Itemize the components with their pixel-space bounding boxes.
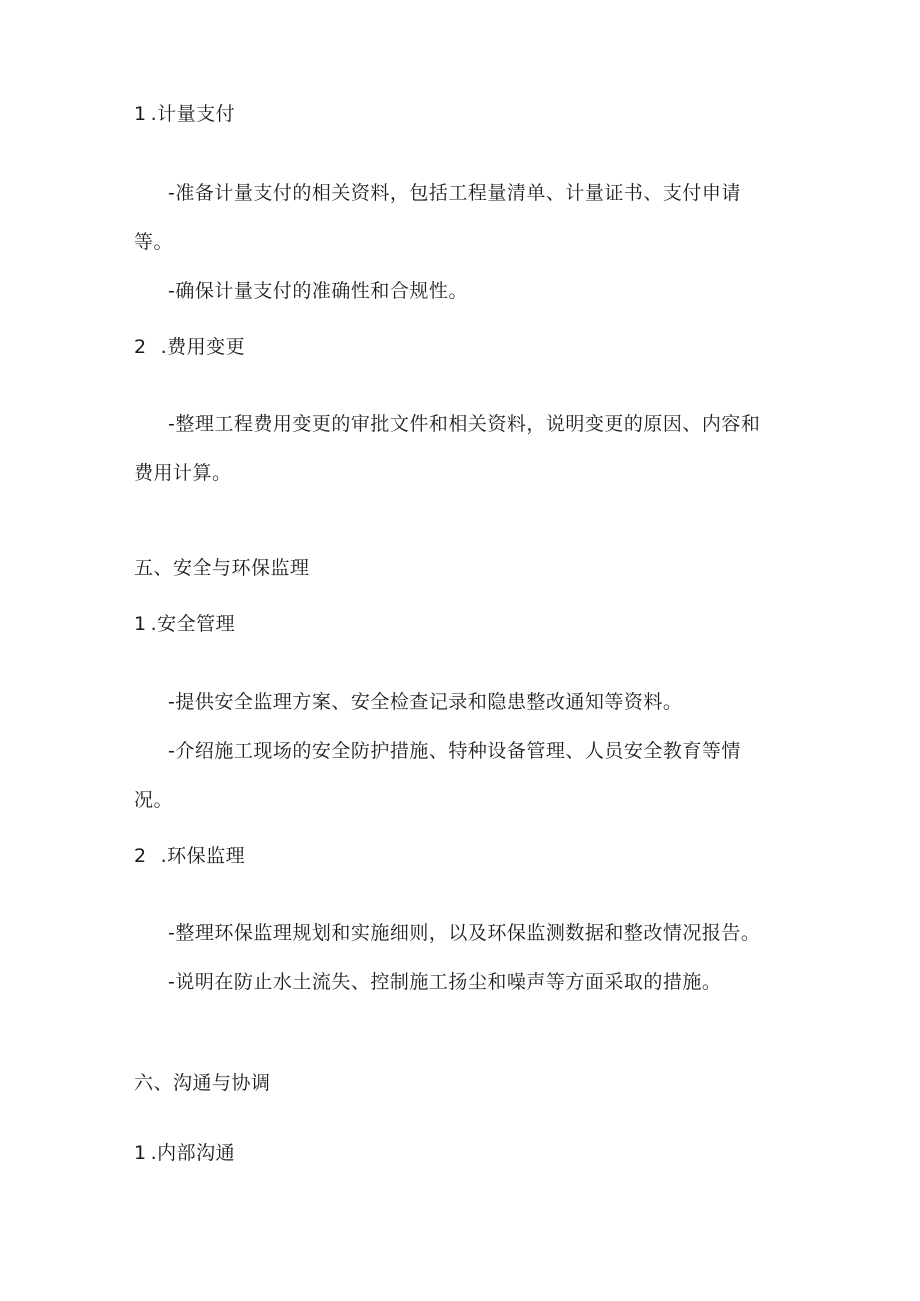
- bullet-text: -确保计量支付的准确性和合规性。: [168, 280, 468, 302]
- item-number: 2: [134, 336, 147, 358]
- bullet-text: -提供安全监理方案、安全检查记录和隐患整改通知等资料。: [168, 691, 683, 713]
- subsection-heading-internal-communication: [134, 1141, 235, 1165]
- item-title: .环保监理: [160, 845, 246, 867]
- bullet-text-continued: 等。: [134, 231, 174, 253]
- bullet-text: -整理环保监理规划和实施细则，以及环保监测数据和整改情况报告。: [168, 922, 761, 944]
- item-number: 1: [134, 103, 147, 125]
- bullet-text-continued: 况。: [134, 789, 174, 811]
- item-title: .计量支付: [150, 103, 236, 125]
- bullet-text: -准备计量支付的相关资料，包括工程量清单、计量证书、支付申请: [168, 182, 741, 204]
- section-heading-safety-environment: 五、安全与环保监理: [134, 557, 310, 579]
- bullet-text: -说明在防止水土流失、控制施工扬尘和噪声等方面采取的措施。: [168, 971, 722, 993]
- item-number: 2: [134, 845, 147, 867]
- bullet-text: -整理工程费用变更的审批文件和相关资料，说明变更的原因、内容和: [168, 413, 761, 435]
- bullet-text-continued: 费用计算。: [134, 462, 232, 484]
- item-number: 1: [134, 1142, 147, 1164]
- section-heading-communication: 六、沟通与协调: [134, 1072, 271, 1094]
- bullet-text: -介绍施工现场的安全防护措施、特种设备管理、人员安全教育等情: [168, 740, 741, 762]
- subsection-heading-metering-payment: [134, 102, 235, 126]
- item-title: .内部沟通: [150, 1142, 236, 1164]
- subsection-heading-environmental-supervision: [134, 844, 245, 868]
- item-title: .费用变更: [160, 336, 246, 358]
- item-title: .安全管理: [150, 613, 236, 635]
- subsection-heading-safety-management: [134, 612, 235, 636]
- item-number: 1: [134, 613, 147, 635]
- subsection-heading-cost-change: [134, 335, 245, 359]
